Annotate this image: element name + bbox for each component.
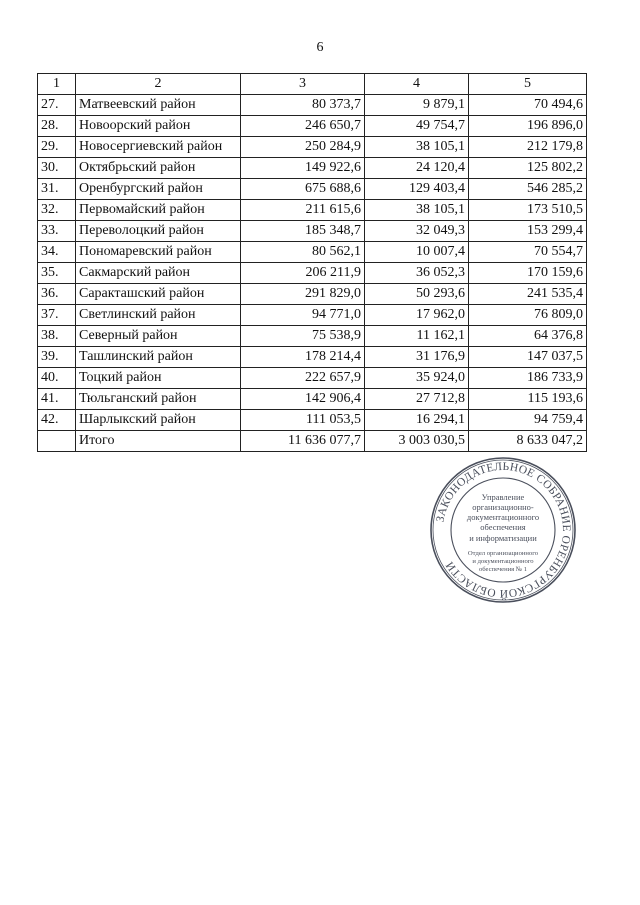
value-col5: 147 037,5 [469,347,587,368]
seal-inner-line: документационного [466,512,540,522]
table-row [38,137,587,158]
value-col4: 129 403,4 [365,179,469,200]
district-name: Ташлинский район [76,347,241,368]
seal-inner-line: и информатизации [469,533,537,543]
district-name: Пономаревский район [76,242,241,263]
value-col3: 75 538,9 [241,326,365,347]
value-col5: 94 759,4 [469,410,587,431]
budget-table [37,73,587,452]
table-row [38,263,587,284]
value-col5: 170 159,6 [469,263,587,284]
row-number: 28. [38,116,76,137]
row-number: 38. [38,326,76,347]
value-col3: 675 688,6 [241,179,365,200]
value-col3: 94 771,0 [241,305,365,326]
value-col5: 212 179,8 [469,137,587,158]
district-name: Саракташский район [76,284,241,305]
row-number: 36. [38,284,76,305]
value-col4: 49 754,7 [365,116,469,137]
table-row [38,200,587,221]
value-col3: 178 214,4 [241,347,365,368]
value-col3: 222 657,9 [241,368,365,389]
column-header: 4 [365,74,469,95]
value-col5: 70 554,7 [469,242,587,263]
value-col3: 246 650,7 [241,116,365,137]
row-number: 33. [38,221,76,242]
table-row [38,305,587,326]
value-col3: 250 284,9 [241,137,365,158]
seal-inner-line: организационно- [472,502,534,512]
value-col5: 173 510,5 [469,200,587,221]
table-row [38,116,587,137]
row-number: 41. [38,389,76,410]
district-name: Октябрьский район [76,158,241,179]
value-col3: 80 373,7 [241,95,365,116]
district-name: Переволоцкий район [76,221,241,242]
total-col3: 11 636 077,7 [241,431,365,452]
value-col4: 16 294,1 [365,410,469,431]
table-row [38,389,587,410]
value-col4: 9 879,1 [365,95,469,116]
value-col5: 153 299,4 [469,221,587,242]
seal-inner-line: и документационного [472,558,534,565]
table-row [38,242,587,263]
row-number: 37. [38,305,76,326]
value-col5: 125 802,2 [469,158,587,179]
column-header: 5 [469,74,587,95]
value-col5: 115 193,6 [469,389,587,410]
value-col4: 35 924,0 [365,368,469,389]
seal-inner-text [467,492,539,573]
value-col4: 17 962,0 [365,305,469,326]
table-row [38,347,587,368]
row-number: 35. [38,263,76,284]
seal-inner-line: Управление [481,492,525,502]
value-col3: 185 348,7 [241,221,365,242]
column-header: 3 [241,74,365,95]
value-col4: 11 162,1 [365,326,469,347]
row-number: 39. [38,347,76,368]
value-col4: 24 120,4 [365,158,469,179]
district-name: Матвеевский район [76,95,241,116]
column-header: 1 [38,74,76,95]
row-number: 32. [38,200,76,221]
row-number: 40. [38,368,76,389]
row-number: 29. [38,137,76,158]
district-name: Шарлыкский район [76,410,241,431]
value-col5: 76 809,0 [469,305,587,326]
row-number: 27. [38,95,76,116]
table-body [38,95,587,452]
table-row [38,179,587,200]
value-col3: 111 053,5 [241,410,365,431]
table-row [38,221,587,242]
seal-inner-line: обеспечения № 1 [478,566,528,573]
value-col4: 27 712,8 [365,389,469,410]
row-number: 34. [38,242,76,263]
table-header-row [38,74,587,95]
value-col4: 10 007,4 [365,242,469,263]
district-name: Тюльганский район [76,389,241,410]
table-row [38,410,587,431]
value-col3: 206 211,9 [241,263,365,284]
district-name: Первомайский район [76,200,241,221]
value-col4: 32 049,3 [365,221,469,242]
value-col5: 186 733,9 [469,368,587,389]
value-col4: 31 176,9 [365,347,469,368]
value-col3: 142 906,4 [241,389,365,410]
seal-inner-line: Отдел организационного [467,550,539,557]
district-name: Оренбургский район [76,179,241,200]
seal-graphic [428,455,578,605]
table-row [38,326,587,347]
row-number: 31. [38,179,76,200]
table-row [38,158,587,179]
value-col5: 241 535,4 [469,284,587,305]
district-name: Новоорский район [76,116,241,137]
district-name: Тоцкий район [76,368,241,389]
seal-outer-text: ЗАКОНОДАТЕЛЬНОЕ СОБРАНИЕ ОРЕНБУРГСКОЙ ОБЛАСТИ [434,460,573,600]
value-col5: 196 896,0 [469,116,587,137]
value-col3: 149 922,6 [241,158,365,179]
value-col5: 64 376,8 [469,326,587,347]
table-row [38,368,587,389]
table-row [38,95,587,116]
district-name: Новосергиевский район [76,137,241,158]
table-row [38,284,587,305]
value-col3: 211 615,6 [241,200,365,221]
row-number: 42. [38,410,76,431]
total-col5: 8 633 047,2 [469,431,587,452]
official-seal [428,455,578,605]
district-name: Сакмарский район [76,263,241,284]
value-col3: 80 562,1 [241,242,365,263]
value-col3: 291 829,0 [241,284,365,305]
value-col4: 50 293,6 [365,284,469,305]
column-header: 2 [76,74,241,95]
value-col4: 38 105,1 [365,137,469,158]
total-row [38,431,587,452]
total-label: Итого [76,431,241,452]
value-col5: 546 285,2 [469,179,587,200]
district-name: Северный район [76,326,241,347]
row-number [38,431,76,452]
value-col4: 38 105,1 [365,200,469,221]
value-col4: 36 052,3 [365,263,469,284]
district-name: Светлинский район [76,305,241,326]
seal-inner-line: обеспечения [480,522,526,532]
page-number: 6 [316,40,324,55]
value-col5: 70 494,6 [469,95,587,116]
total-col4: 3 003 030,5 [365,431,469,452]
row-number: 30. [38,158,76,179]
